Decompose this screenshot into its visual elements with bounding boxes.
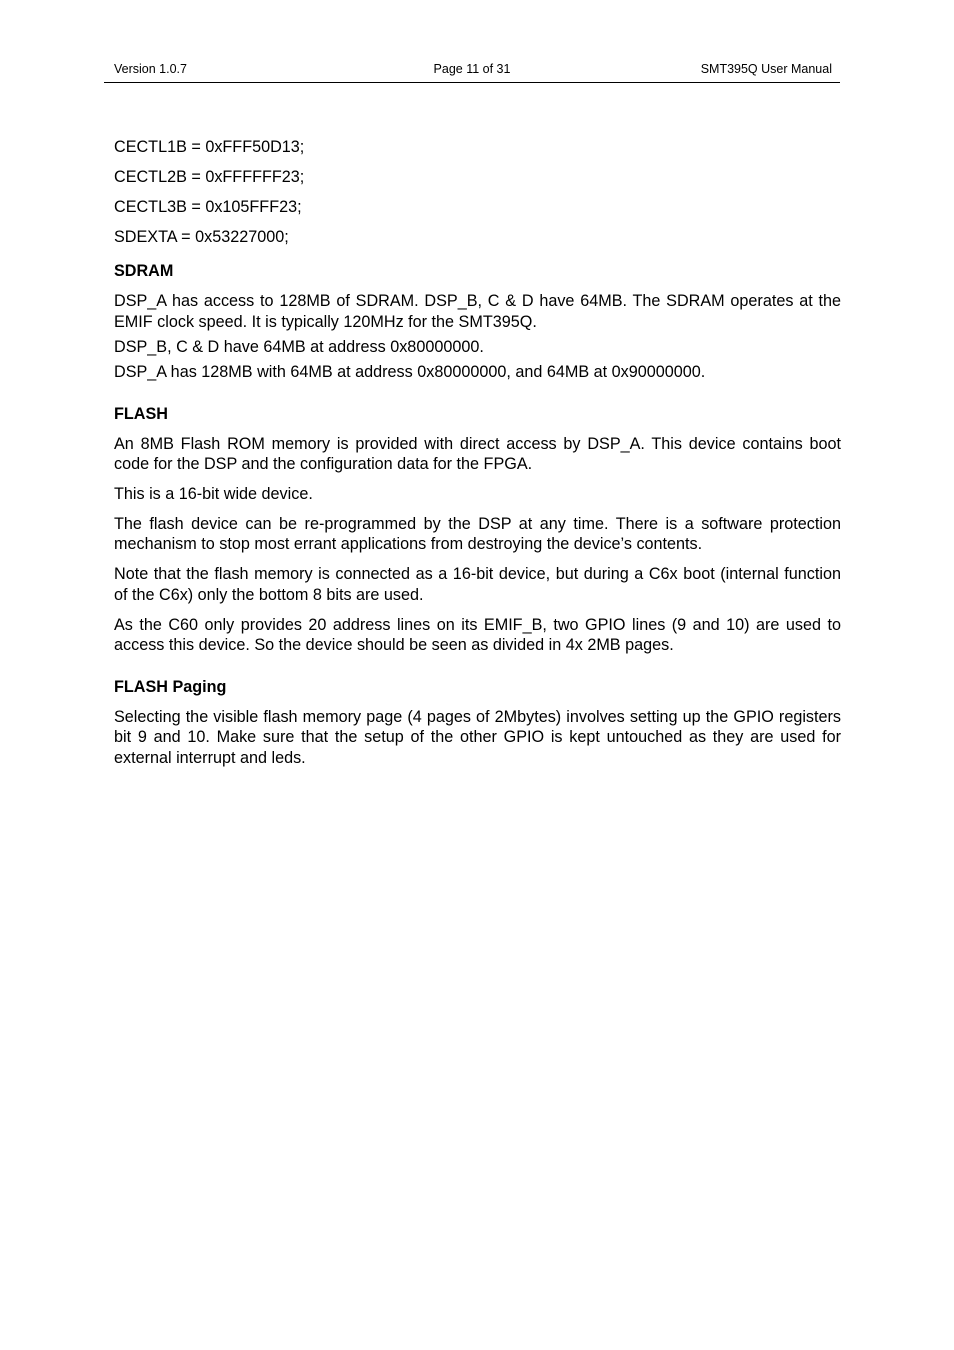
paragraph: DSP_A has 128MB with 64MB at address 0x80000000, and 64MB at 0x90000000. [114,362,706,381]
header-manual-title: SMT395Q User Manual [700,62,832,76]
paragraph: Selecting the visible flash memory page (4 pages of 2Mbytes) involves setting up the GPIO registers bit 9 and 10. Make sure that the setup of the other GPIO is kept untouched as they are used for external interrupt and leds. [114,708,841,767]
section-heading: FLASH [114,404,168,423]
section-flash-paging [114,677,841,768]
register-line: CECTL2B = 0xFFFFFF23; [114,167,305,186]
paragraph: An 8MB Flash ROM memory is provided with direct access by DSP_A. This device contains boot code for the DSP and the configuration data for the FPGA. [114,434,841,474]
section-heading: FLASH Paging [114,678,227,697]
paragraph: This is a 16-bit wide device. [114,485,313,504]
register-line: CECTL3B = 0x105FFF23; [114,197,302,216]
paragraph: DSP_B, C & D have 64MB at address 0x80000000. [114,337,484,356]
section-flash [114,404,841,655]
register-settings [114,137,841,247]
paragraph: DSP_A has access to 128MB of SDRAM. DSP_B, C & D have 64MB. The SDRAM operates at the EMIF clock speed. It is typically 120MHz for the SMT395Q. [114,292,841,331]
register-line: CECTL1B = 0xFFF50D13; [114,138,305,156]
register-line: SDEXTA = 0x53227000; [114,227,289,246]
header-page-number: Page 11 of 31 [433,62,511,76]
section-sdram [114,261,841,382]
paragraph: Note that the flash memory is connected as a 16-bit device, but during a C6x boot (internal function of the C6x) only the bottom 8 bits are used. [114,565,841,604]
header-version: Version 1.0.7 [114,62,187,76]
paragraph: As the C60 only provides 20 address lines on its EMIF_B, two GPIO lines (9 and 10) are used to access this device. So the device should be seen as divided in 4x 2MB pages. [114,615,841,654]
page-header [104,61,840,83]
document-body [114,137,841,778]
paragraph: The flash device can be re-programmed by the DSP at any time. There is a software protection mechanism to stop most errant applications from destroying the device’s contents. [114,515,841,554]
section-heading: SDRAM [114,262,174,281]
